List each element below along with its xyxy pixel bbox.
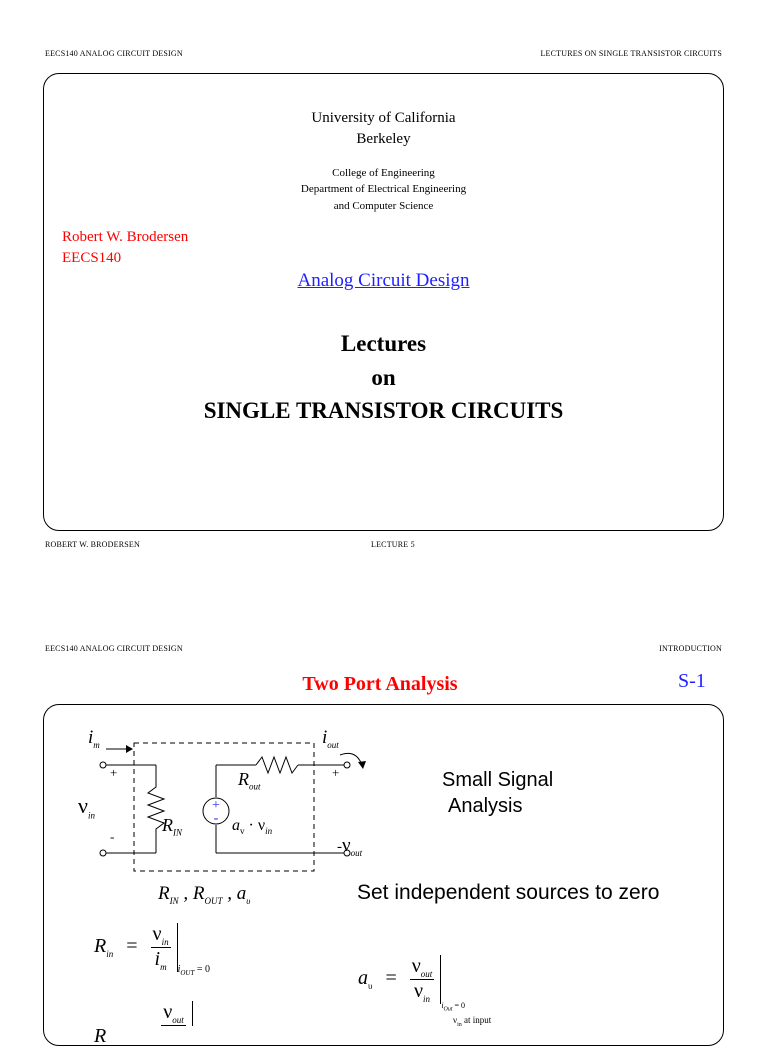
output-resistance-formula: R $\nu_{out}$	[94, 1001, 193, 1048]
university-city: Berkeley	[356, 131, 411, 147]
course-link[interactable]: Analog Circuit Design	[297, 270, 470, 291]
output-resistance-label: $R_{out}$	[238, 769, 261, 792]
output-resistor	[256, 757, 298, 773]
course-code: EECS140	[62, 250, 122, 266]
output-voltage-label: $-\nu_{out}$	[337, 835, 363, 858]
slide1-header-left: EECS140 ANALOG CIRCUIT DESIGN	[45, 49, 183, 58]
slide-number: S-1	[678, 670, 706, 692]
department-name-2: and Computer Science	[333, 200, 434, 212]
small-signal-line-2: Analysis	[448, 795, 523, 817]
input-current-arrowhead	[126, 745, 133, 753]
author-name: Robert W. Brodersen	[62, 229, 189, 245]
output-current-arrowhead	[358, 761, 366, 769]
slide2-title: Two Port Analysis	[302, 673, 458, 695]
slide1-frame	[43, 73, 724, 531]
slide2-frame	[43, 704, 724, 1046]
two-port-parameters: $R_{IN}$ , $R_{OUT}$ , $a_\upsilon$	[158, 883, 251, 906]
university-name: University of California	[311, 110, 456, 126]
input-plus-label: +	[110, 765, 118, 780]
output-terminal-top	[344, 762, 350, 768]
college-name: College of Engineering	[332, 167, 435, 179]
input-current-label: $i_m$	[88, 727, 100, 750]
slide1-footer-left: ROBERT W. BRODERSEN	[45, 540, 140, 549]
gain-source-label: $a_v \cdot \nu_{in}$	[232, 817, 273, 837]
input-terminal-top	[100, 762, 106, 768]
svg-text:+: +	[212, 798, 220, 813]
input-resistance-formula: $R_{in}$ = $\frac{\nu_{in}}{i_m}$ $_{i_{OUT} = 0}$	[94, 923, 211, 978]
voltage-gain-formula: $a_\upsilon$ = $\frac{\nu_{out}}{\nu_{in}}$ $_{i_{Out} = 0}$	[358, 955, 466, 1013]
slide1-footer-center: LECTURE 5	[371, 540, 415, 549]
voltage-gain-note: $\nu_{in}$ at input	[453, 1015, 492, 1028]
title-line-3: SINGLE TRANSISTOR CIRCUITS	[203, 398, 564, 423]
input-minus-label: -	[110, 829, 115, 844]
slide1-header-right: LECTURES ON SINGLE TRANSISTOR CIRCUITS	[540, 49, 722, 58]
set-sources-note: Set independent sources to zero	[357, 881, 660, 904]
output-current-arrow	[340, 753, 362, 765]
slide2-header-left: EECS140 ANALOG CIRCUIT DESIGN	[45, 644, 183, 653]
input-resistance-label: $R_{IN}$	[162, 815, 182, 838]
input-terminal-bottom	[100, 850, 106, 856]
slide2-header-right: INTRODUCTION	[659, 644, 722, 653]
svg-text:-: -	[213, 811, 219, 826]
small-signal-line-1: Small Signal	[442, 769, 554, 791]
output-current-label: $i_{out}$	[322, 727, 339, 750]
department-name: Department of Electrical Engineering	[300, 183, 467, 195]
output-plus-label: +	[332, 765, 340, 780]
input-voltage-label: $\nu_{in}$	[78, 793, 95, 821]
title-line-1: Lectures	[340, 331, 427, 356]
title-line-2: on	[371, 365, 396, 390]
input-resistor	[148, 765, 164, 853]
